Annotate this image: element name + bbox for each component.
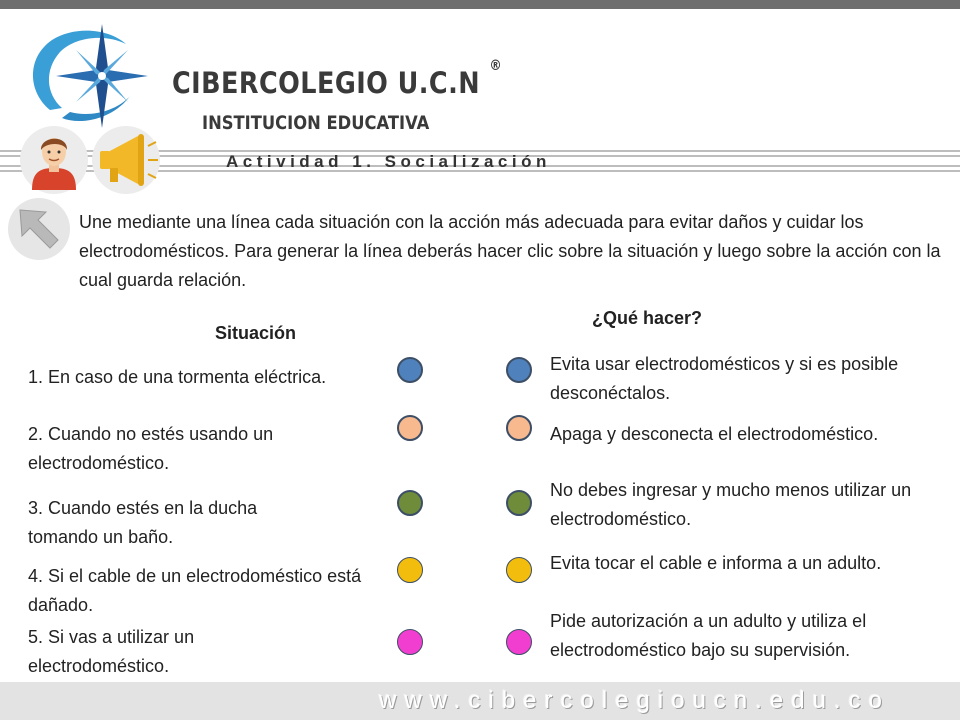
back-arrow-badge[interactable] bbox=[6, 196, 72, 262]
registered-mark: ® bbox=[489, 58, 503, 74]
situation-item-4[interactable]: 4. Si el cable de un electrodoméstico está dañado. bbox=[28, 566, 362, 615]
situation-item-5[interactable]: 5. Si vas a utilizar un electrodoméstico. bbox=[28, 627, 195, 676]
avatar bbox=[18, 124, 90, 196]
action-connector-5[interactable] bbox=[506, 629, 532, 655]
action-connector-4[interactable] bbox=[506, 557, 532, 583]
action-item-2[interactable]: Apaga y desconecta el electrodoméstico. bbox=[550, 424, 879, 444]
actions-heading: ¿Qué hacer? bbox=[592, 308, 703, 328]
action-item-4[interactable]: Evita tocar el cable e informa a un adulto. bbox=[550, 553, 882, 573]
megaphone-icon bbox=[90, 124, 162, 196]
activity-title: Actividad 1. Socialización bbox=[226, 152, 551, 171]
situation-connector-1[interactable] bbox=[397, 357, 423, 383]
brand-subtitle: INSTITUCION EDUCATIVA bbox=[202, 112, 430, 134]
situation-item-3[interactable]: 3. Cuando estés en la ducha tomando un baño. bbox=[28, 498, 258, 547]
action-connector-2[interactable] bbox=[506, 415, 532, 441]
action-connector-1[interactable] bbox=[506, 357, 532, 383]
action-connector-3[interactable] bbox=[506, 490, 532, 516]
logo bbox=[22, 22, 503, 134]
action-item-1[interactable]: Evita usar electrodomésticos y si es posible desconéctalos. bbox=[550, 354, 899, 403]
situation-connector-3[interactable] bbox=[397, 490, 423, 516]
footer-website-url: www.cibercolegioucn.edu.co bbox=[379, 687, 890, 714]
action-item-5[interactable]: Pide autorización a un adulto y utiliza el electrodoméstico bajo su supervisión. bbox=[550, 611, 867, 660]
arrow-up-left-icon[interactable] bbox=[6, 196, 72, 262]
instructions: Une mediante una línea cada situación con la acción más adecuada para evitar daños y cuidar los electrodomésticos. Para generar la línea deberás hacer clic sobre la situación y luego sobre la acción con la cual guarda relación. bbox=[79, 212, 941, 290]
top-bar bbox=[0, 0, 960, 9]
compass-star-icon bbox=[22, 22, 172, 132]
situation-connector-4[interactable] bbox=[397, 557, 423, 583]
situation-item-1[interactable]: 1. En caso de una tormenta eléctrica. bbox=[28, 367, 327, 387]
action-item-3[interactable]: No debes ingresar y mucho menos utilizar un electrodoméstico. bbox=[550, 480, 912, 529]
student-avatar-icon bbox=[18, 124, 90, 196]
situation-connector-2[interactable] bbox=[397, 415, 423, 441]
situation-connector-5[interactable] bbox=[397, 629, 423, 655]
megaphone-badge bbox=[90, 124, 162, 196]
situations-heading: Situación bbox=[215, 323, 297, 343]
footer bbox=[0, 682, 960, 720]
situation-item-2[interactable]: 2. Cuando no estés usando un electrodoméstico. bbox=[28, 424, 274, 473]
brand-name: CIBERCOLEGIO U.C.N ® bbox=[172, 58, 503, 100]
